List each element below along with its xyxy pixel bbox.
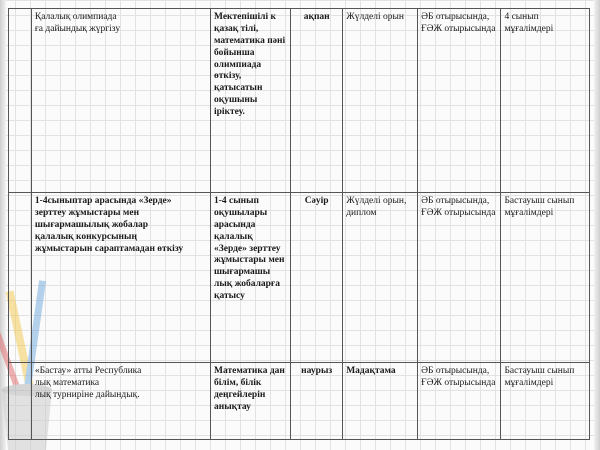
where-cell: ӘБ отырысында, ҒӘЖ отырысында [418, 9, 501, 193]
row-number-cell [9, 193, 32, 363]
row-number-cell [9, 9, 32, 193]
contents-cell: Мектепішілі к қазақ тілі, математика пәні бойынша олимпиада өткізу, қатысатын оқушыны іріктеу. [210, 9, 290, 193]
date-cell: ақпан [291, 9, 343, 193]
result-cell: Мадақтама [343, 363, 418, 440]
plan-table [8, 8, 590, 440]
result-cell: Жүлделі орын, диплом [343, 193, 418, 363]
date-cell: наурыз [291, 363, 343, 440]
contents-cell: 1-4 сынып оқушылары арасында қалалық «Зерде» зерттеу жұмыстары мен шығармашы лық жобаларға қатысу [210, 193, 290, 363]
date-cell: Сәуір [291, 193, 343, 363]
result-cell: Жүлделі орын [343, 9, 418, 193]
responsible-cell: Бастауыш сынып мұғалімдері [501, 363, 590, 440]
event-cell: Қалалық олимпиада ға дайындық жүргізу [31, 9, 210, 193]
table-row [9, 9, 590, 193]
table-row [9, 193, 590, 363]
table-row [9, 363, 590, 440]
where-cell: ӘБ отырысында, ҒӘЖ отырысында [418, 193, 501, 363]
event-cell: 1-4сыныптар арасында «Зерде» зерттеу жұмыстары мен шығармашылық жобалар қалалық конкурсының жұмыстарын сараптамадан өткізу [31, 193, 210, 363]
contents-cell: Математика дан білім, білік деңгейлерін анықтау [210, 363, 290, 440]
where-cell: ӘБ отырысында, ҒӘЖ отырысында [418, 363, 501, 440]
responsible-cell: 4 сынып мұғалімдері [501, 9, 590, 193]
slide-right-edge [594, 0, 600, 450]
plan-table-container [8, 8, 590, 440]
row-number-cell [9, 363, 32, 440]
responsible-cell: Бастауыш сынып мұғалімдері [501, 193, 590, 363]
event-cell: «Бастау» атты Республика лық математика лық турниріне дайындық. [31, 363, 210, 440]
